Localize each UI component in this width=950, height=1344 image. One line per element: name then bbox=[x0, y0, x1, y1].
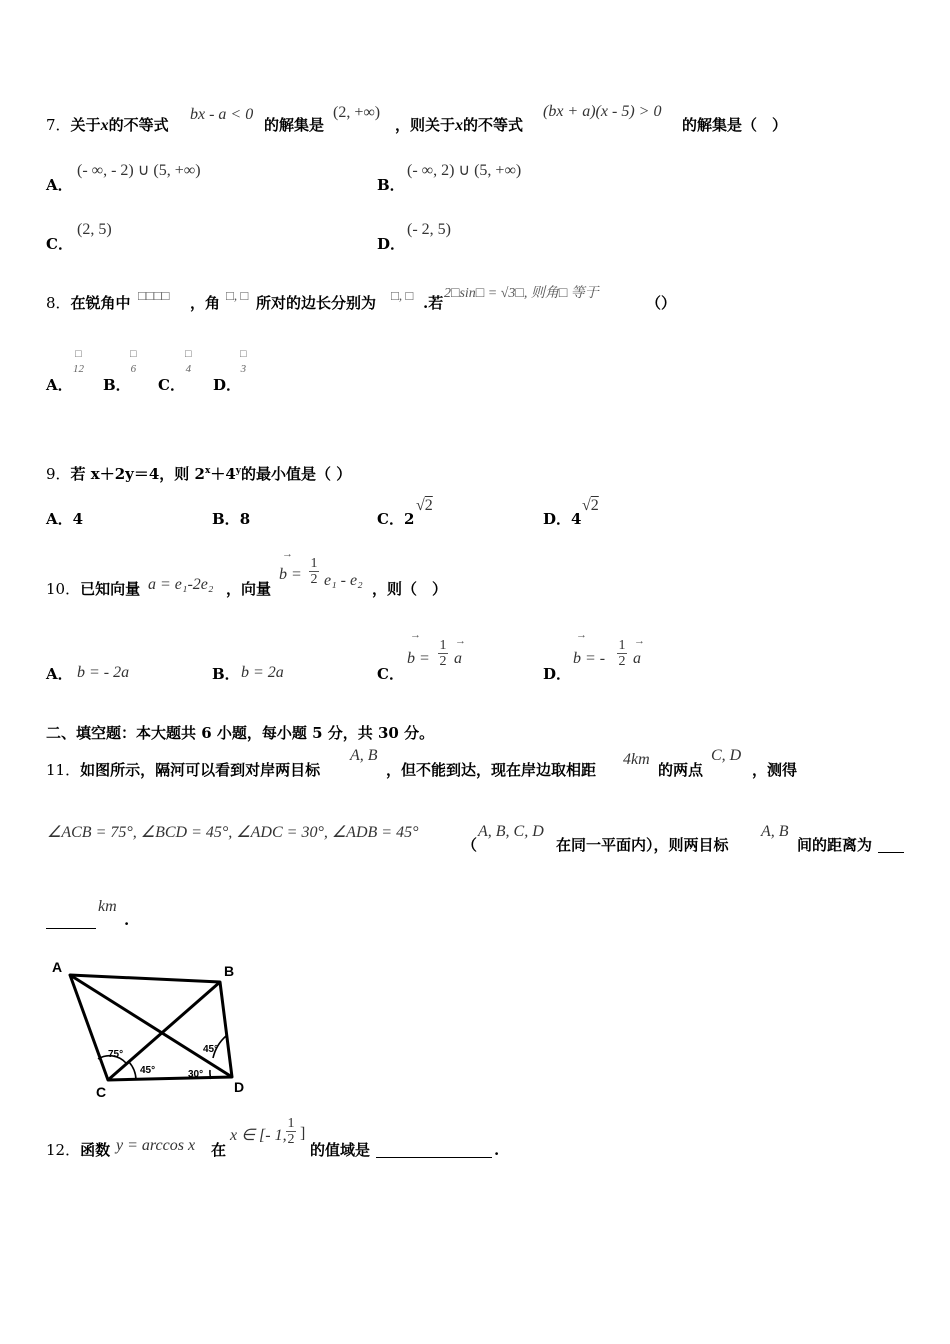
q8-option-c: □ 4 bbox=[185, 348, 192, 375]
q12-domain-fraction: 1 2 bbox=[287, 1116, 295, 1147]
q10-half: 1 2 bbox=[310, 556, 318, 587]
q12-text2: 在 bbox=[211, 1141, 227, 1159]
q7-option-b: (- ∞, 2) ∪ (5, +∞) bbox=[407, 162, 522, 179]
q11-period: . bbox=[124, 911, 130, 929]
q7-text2: ，则关于x的不等式 bbox=[395, 116, 524, 134]
diagonal-bc bbox=[108, 982, 220, 1080]
q8-option-d-label: D． bbox=[213, 376, 242, 394]
q11-points-abcd: A, B, C, D bbox=[478, 823, 544, 840]
q12-text3: 的值域是 bbox=[310, 1141, 371, 1159]
angle-adc-label: 30° bbox=[188, 1069, 204, 1080]
q11-unit: km bbox=[98, 898, 117, 915]
q10-arrow-icon: → bbox=[282, 548, 293, 560]
q8-text4: .若 bbox=[423, 294, 444, 312]
diagonal-ad bbox=[70, 975, 232, 1077]
q11-text7: 间的距离为 bbox=[797, 836, 873, 854]
q8-stem: 8．在锐角中 bbox=[46, 294, 131, 312]
q10-option-c-label: C． bbox=[377, 665, 404, 683]
q7-option-a: (- ∞, - 2) ∪ (5, +∞) bbox=[77, 162, 201, 179]
q7-ineq2: (bx + a)(x - 5) > 0 bbox=[543, 103, 662, 120]
q7-option-b-label: B． bbox=[377, 176, 405, 194]
q7-stem: 7．关于x的不等式 bbox=[46, 116, 169, 134]
q9-option-a: A．4 bbox=[46, 510, 84, 528]
q8-condition: 2□sin□ = √3□, 则角□ 等于 bbox=[444, 286, 599, 301]
q7-option-c-label: C． bbox=[46, 235, 73, 253]
q10-option-a-label: A． bbox=[46, 665, 73, 683]
q10-option-d-arrow2-icon: → bbox=[634, 635, 645, 647]
q12-stem: 12．函数 bbox=[46, 1141, 111, 1159]
q11-text4: ，测得 bbox=[752, 761, 798, 779]
q7-ineq1: bx - a < 0 bbox=[190, 106, 254, 123]
q11-stem: 11．如图所示，隔河可以看到对岸两目标 bbox=[46, 761, 321, 779]
q12-domain-end: ] bbox=[300, 1125, 306, 1142]
q7-text3: 的解集是（ ） bbox=[682, 116, 788, 134]
q11-distance: 4km bbox=[623, 751, 650, 768]
q8-text3: 所对的边长分别为 bbox=[256, 294, 377, 312]
q8-glyph2: □, □ bbox=[226, 288, 249, 303]
q10-option-c-arrow2-icon: → bbox=[455, 635, 466, 647]
q11-angles: ∠ACB = 75°, ∠BCD = 45°, ∠ADC = 30°, ∠ADB = 45° bbox=[47, 824, 419, 841]
q11-text2: ，但不能到达，现在岸边取相距 bbox=[386, 761, 597, 779]
q8-glyph1: □□□□ bbox=[138, 288, 170, 303]
q7-option-a-label: A． bbox=[46, 176, 73, 194]
q12-function: y = arccos x bbox=[116, 1137, 196, 1154]
label-d: D bbox=[234, 1079, 245, 1095]
q10-option-c-rhs: a bbox=[454, 650, 462, 667]
arc-bcd bbox=[129, 1062, 136, 1080]
q9-option-c-radical: √2 bbox=[416, 497, 433, 514]
river-figure bbox=[46, 958, 256, 1103]
q10-option-b: b = 2a bbox=[241, 664, 284, 681]
label-b: B bbox=[224, 963, 235, 979]
label-c: C bbox=[96, 1084, 107, 1100]
q11-text6: 在同一平面内），则两目标 bbox=[556, 836, 729, 854]
q9-option-d-radical: √2 bbox=[582, 497, 599, 514]
q10-vector-b-rhs: e₁ - e₂ bbox=[324, 572, 363, 589]
q10-option-b-label: B． bbox=[212, 665, 240, 683]
q7-option-d: (- 2, 5) bbox=[407, 221, 451, 238]
q9-option-b: B．8 bbox=[212, 510, 251, 528]
q11-targets-ab-2: A, B bbox=[761, 823, 789, 840]
q10-vector-a: a = e₁-2e₂ bbox=[148, 576, 214, 593]
q9-option-d: D．4 bbox=[543, 510, 582, 528]
q11-answer-blank[interactable] bbox=[878, 834, 904, 853]
q8-option-b-label: B． bbox=[103, 376, 131, 394]
q10-option-d-rhs: a bbox=[633, 650, 641, 667]
q8-option-d: □ 3 bbox=[240, 348, 247, 375]
q8-text2: ，角 bbox=[190, 294, 221, 312]
q10-text2: ，向量 bbox=[226, 580, 272, 598]
label-a: A bbox=[52, 959, 63, 975]
q11-points-cd: C, D bbox=[711, 747, 742, 764]
angle-bcd-label: 45° bbox=[140, 1065, 156, 1076]
q8-paren: （） bbox=[646, 294, 677, 312]
q12-period: . bbox=[494, 1141, 500, 1159]
q10-option-c-fraction: 1 2 bbox=[439, 638, 447, 669]
q7-text: 的解集是 bbox=[264, 116, 325, 134]
q8-option-a: □ 12 bbox=[73, 348, 84, 375]
section-heading: 二、填空题：本大题共 6 小题，每小题 5 分，共 30 分。 bbox=[46, 724, 435, 742]
angle-acb-label: 75° bbox=[108, 1049, 124, 1060]
arc-adc bbox=[210, 1070, 211, 1079]
q10-text3: ，则（ ） bbox=[372, 580, 448, 598]
q10-option-d-arrow-icon: → bbox=[576, 629, 587, 641]
q8-option-c-label: C． bbox=[158, 376, 185, 394]
q10-stem: 10．已知向量 bbox=[46, 580, 141, 598]
q10-option-a: b = - 2a bbox=[77, 664, 130, 681]
q10-option-d-fraction: 1 2 bbox=[618, 638, 626, 669]
q12-answer-blank[interactable] bbox=[376, 1139, 492, 1158]
q8-option-b: □ 6 bbox=[130, 348, 137, 375]
q7-set1: (2, +∞) bbox=[333, 104, 381, 121]
q10-option-c-lhs: b = bbox=[407, 650, 430, 667]
q9-stem: 9．若 x＋2y＝4，则 $2^x+4^y$的最小值是（ ） bbox=[46, 465, 352, 483]
q10-option-d-label: D． bbox=[543, 665, 572, 683]
q10-option-c-arrow-icon: → bbox=[410, 629, 421, 641]
q10-option-d-lhs: b = - bbox=[573, 650, 606, 667]
q11-text5: （ bbox=[462, 836, 478, 854]
q11-targets-ab: A, B bbox=[350, 747, 378, 764]
q10-vector-b: b = bbox=[279, 566, 302, 583]
q11-text3: 的两点 bbox=[658, 761, 704, 779]
q12-domain: x ∈ [- 1, bbox=[230, 1127, 287, 1144]
q9-option-c: C．2 bbox=[377, 510, 415, 528]
angle-adb-label: 45° bbox=[203, 1044, 219, 1055]
q7-option-d-label: D． bbox=[377, 235, 406, 253]
q11-answer-blank-cont[interactable] bbox=[46, 910, 96, 929]
q8-option-a-label: A． bbox=[46, 376, 73, 394]
q8-glyph3: □, □ bbox=[391, 288, 414, 303]
q7-option-c: (2, 5) bbox=[77, 221, 112, 238]
